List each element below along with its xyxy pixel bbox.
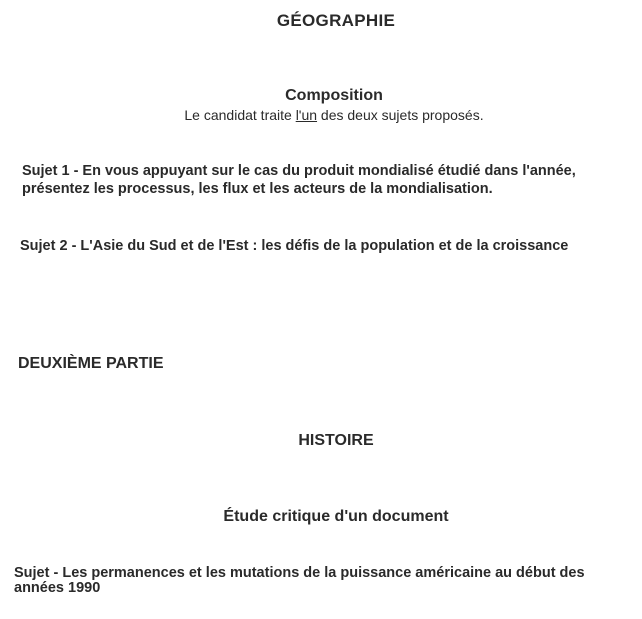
sujet2: Sujet 2 - L'Asie du Sud et de l'Est : les défis de la population et de la croissance [20,238,569,254]
composition-heading: Composition [285,87,383,104]
instruction-underlined-word: l'un [295,107,318,123]
instruction-text-after: des deux sujets proposés. [317,107,484,123]
document-study-heading: Étude critique d'un document [223,508,449,525]
history-sujet-line2: années 1990 [14,580,101,596]
sujet1-line2: présentez les processus, les flux et les acteurs de la mondialisation. [22,181,493,197]
sujet1-line1: Sujet 1 - En vous appuyant sur le cas du produit mondialisé étudié dans l'année, [22,163,576,179]
part2-heading: DEUXIÈME PARTIE [18,355,164,372]
composition-instruction [0,107,642,123]
history-sujet-line1: Sujet - Les permanences et les mutations de la puissance américaine au début des [14,565,585,581]
history-heading: HISTOIRE [298,432,374,449]
geography-heading: GÉOGRAPHIE [276,11,396,30]
instruction-text-before: Le candidat traite [184,107,296,123]
